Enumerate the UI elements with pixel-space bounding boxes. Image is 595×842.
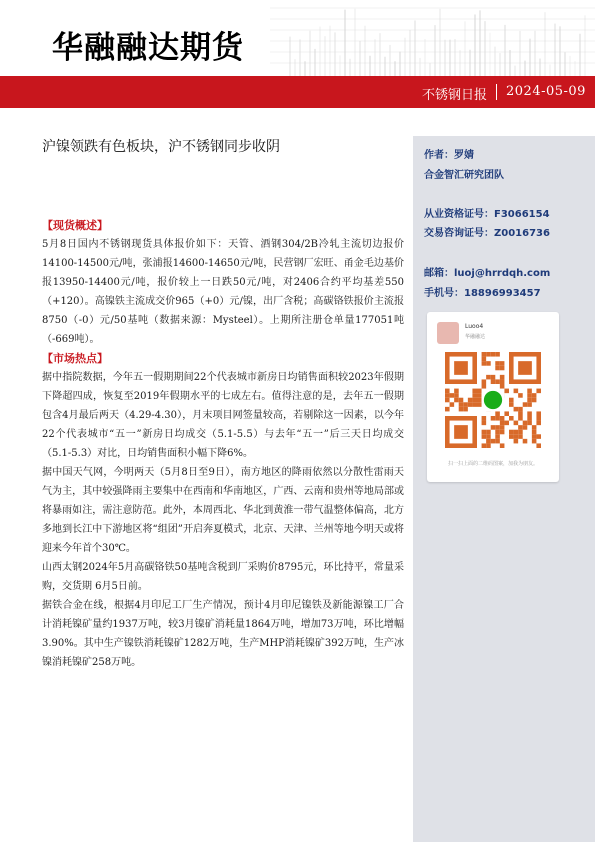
title-bar-divider [496, 84, 497, 100]
market-paragraph: 山西太钢2024年5月高碳铬铁50基吨含税到厂采购价8795元，环比持平，常量采购，交货期 6月5日前。 [42, 562, 404, 592]
qr-caption: 扫一扫上面的二维码图案，加我为朋友。 [447, 461, 538, 467]
market-paragraph: 据铁合金在线，根据4月印尼工厂生产情况，预计4月印尼镍铁及新能源镍工厂合计消耗镍矿量约1937万吨，较3月镍矿消耗量1864万吨，增加73万吨，环比增幅3.90%。其中生产镍铁消耗镍矿1282万吨，生产MHP消耗镍矿392万吨，生产冰镍消耗镍矿258万吨。 [42, 600, 404, 668]
market-paragraph: 据中指院数据，今年五一假期期间22个代表城市新房日均销售面积较2023年假期下降超四成，恢复至2019年假期水平的七成左右。值得注意的是，去年五一假期包含4月最后两天（4.29-4.30），月末项目网签量较高，若剔除这一因素，以今年22个代表城市“五一”新房日均成交（5.1-5.5）与去年“五一”后三天日均成交（5.1-5.3）对比，日均销售面积小幅下降6%。 [42, 372, 404, 459]
license-number: 从业资格证号：F3066154 [424, 209, 550, 220]
qr-code-icon [445, 352, 541, 448]
spot-paragraph: 5月8日国内不锈钢现货具体报价如下：天管、酒钢304/2B冷轧主流切边报价14100-14500元/吨，张浦报14600-14650元/吨，民营钢厂宏旺、甬金毛边基价报13950-14400元/吨，报价较上一日跌50元/吨，对2406合约平均基差550（+120）。高镍铁主流成交价965（+0）元/镍，出厂含税；高碳铬铁报价主流报8750（-0）元/50基吨（数据来源：Mysteel）。上期所注册仓单量177051吨（-669吨）。 [42, 239, 404, 345]
qr-contact-name: Luoo4 [465, 323, 484, 330]
consult-number: 交易咨询证号：Z0016736 [424, 228, 550, 239]
section-title-spot: 【现货概述】 [42, 219, 108, 232]
report-type-label: 不锈钢日报 [421, 88, 487, 103]
email-address: 邮箱：luoj@hrrdqh.com [424, 268, 551, 279]
company-logo-text: 华融融达期货 [52, 30, 244, 66]
section-title-market: 【市场热点】 [42, 352, 108, 365]
author-name: 作者：罗婧 [424, 150, 474, 161]
report-body [42, 216, 404, 672]
avatar [437, 322, 459, 344]
market-paragraph: 据中国天气网，今明两天（5月8日至9日），南方地区的降雨依然以分散性雷雨天气为主，其中较强降雨主要集中在西南和华南地区，广西、云南和贵州等地局部或将暴雨如注，需注意防范。此外，本周西北、华北到黄淮一带气温整体偏高，北方多地到长江中下游地区将“组团”开启奔夏模式，北京、天津、兰州等地今明天或将迎来今年首个30℃。 [42, 467, 404, 554]
report-date: 2024-05-09 [506, 84, 586, 99]
header-decorative-pattern [270, 0, 595, 76]
qr-contact-subtitle: 华融融达 [465, 334, 486, 340]
author-sidebar [413, 136, 595, 842]
report-headline: 沪镍领跌有色板块，沪不锈钢同步收阴 [42, 139, 280, 155]
wechat-qr-card [427, 312, 559, 482]
team-name: 合金智汇研究团队 [424, 170, 504, 181]
phone-number: 手机号：18896993457 [424, 288, 541, 299]
